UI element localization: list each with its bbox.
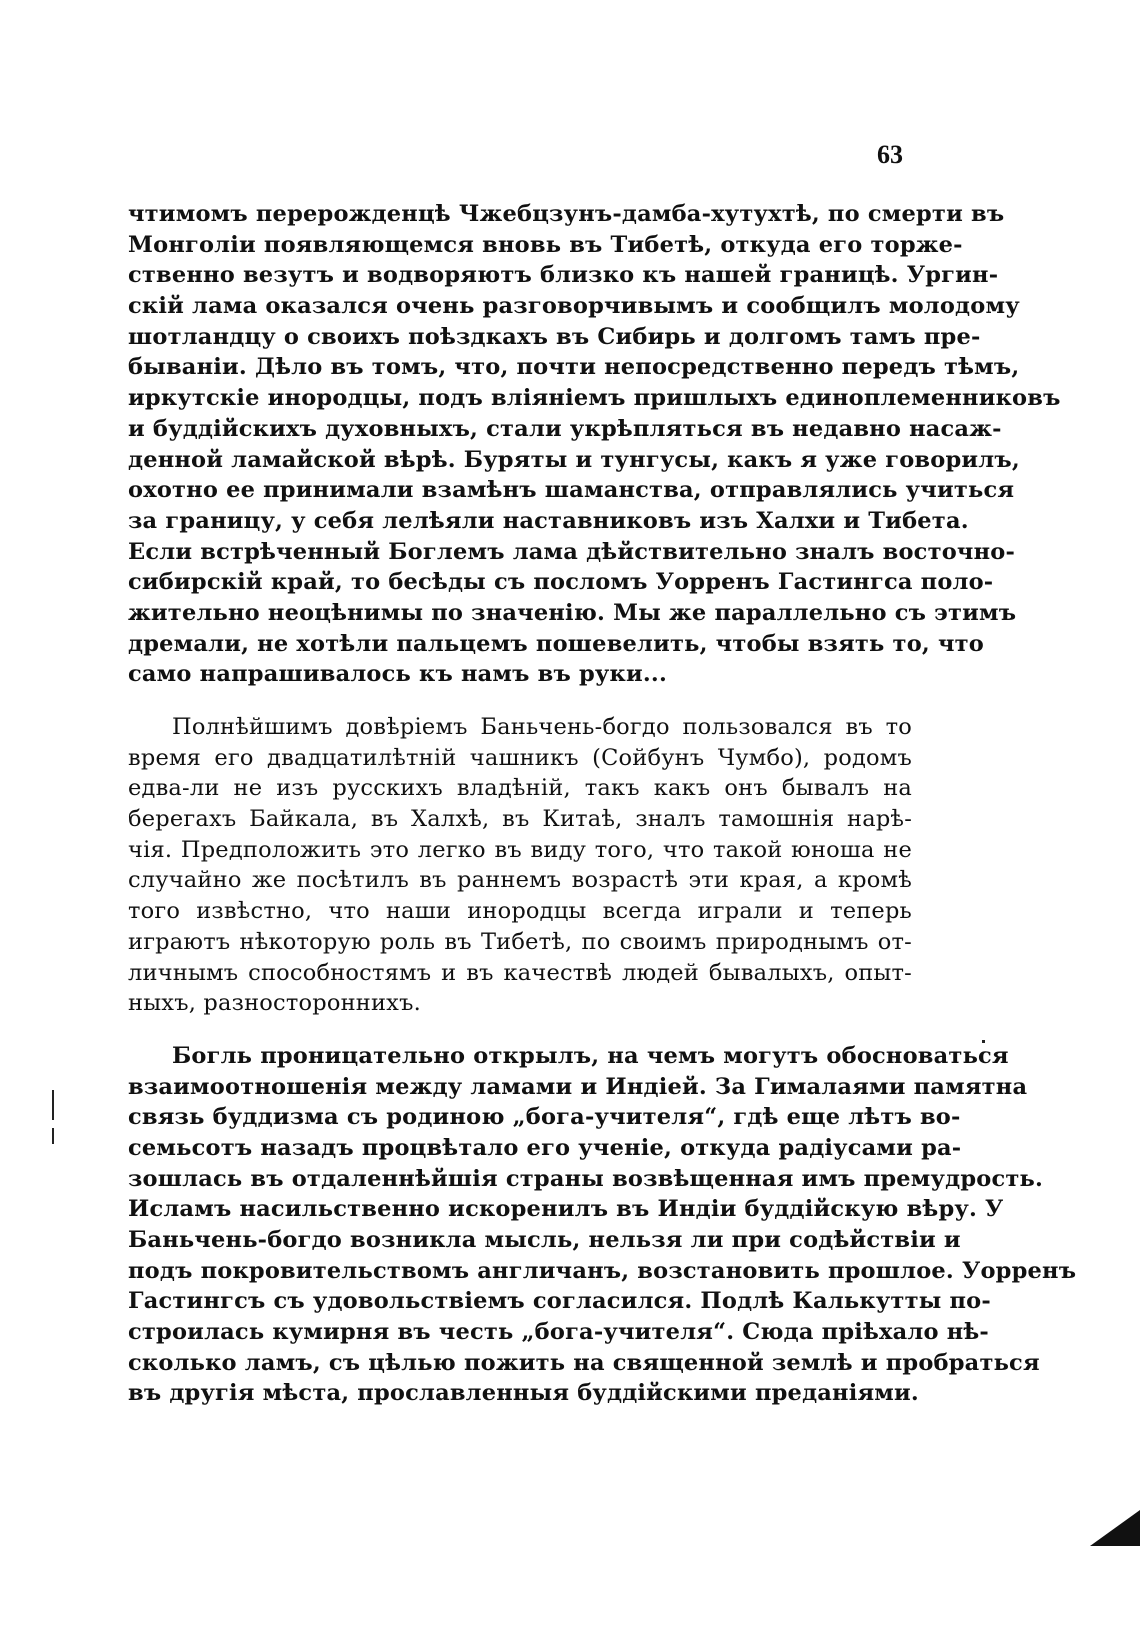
text-line: взаимоотношенія между ламами и Индіей. За Гималаями памятна — [128, 1073, 1028, 1100]
text-line: семьсотъ назадъ процвѣтало его ученіе, откуда радіусами ра- — [128, 1134, 962, 1161]
text-line: быванiи. Дѣло въ томъ, что, почти непосредственно передъ тѣмъ, — [128, 354, 1020, 381]
text-line: шотландцу о своихъ поѣздкахъ въ Сибирь и долгомъ тамъ пре- — [128, 323, 981, 350]
text-line: ныхъ, разностороннихъ. — [128, 990, 421, 1017]
paragraph-gap — [128, 690, 912, 712]
text-line: жительно неоцѣнимы по значенію. Мы же параллельно съ этимъ — [128, 599, 1017, 626]
text-line: Баньчень-богдо возникла мысль, нельзя ли при содѣйствіи и — [128, 1227, 961, 1253]
text-line: строилась кумирня въ честь „бога-учителя“. Сюда пріѣхало нѣ- — [128, 1319, 989, 1346]
paragraph-1 — [128, 199, 1061, 690]
scan-dot — [982, 1040, 985, 1043]
paragraph-gap — [128, 1019, 912, 1041]
text-line: дремали, не хотѣли пальцемъ пошевелить, чтобы взять то, что — [128, 630, 984, 657]
text-line: сибирскій край, то бесѣды съ посломъ Уорренъ Гастингса поло- — [128, 569, 994, 596]
text-line: денной ламайской вѣрѣ. Буряты и тунгусы, какъ я уже говорилъ, — [128, 446, 1020, 473]
text-line: время его двадцатилѣтній чашникъ (Сойбунъ Чумбо), родомъ — [128, 744, 912, 771]
text-line: играютъ нѣкоторую роль въ Тибетѣ, по своимъ природнымъ от- — [128, 928, 912, 955]
paragraph-2 — [128, 712, 912, 1019]
text-line: того извѣстно, что наши инородцы всегда играли и теперь — [128, 898, 912, 925]
text-line: охотно ее принимали взамѣнъ шаманства, отправлялись учиться — [128, 477, 1015, 504]
text-line: Монголіи появляющемся вновь въ Тибетѣ, откуда его торже- — [128, 231, 963, 258]
text-line: и буддійскихъ духовныхъ, стали укрѣпляться въ недавно насаж- — [128, 415, 1002, 442]
text-line: подъ покровительствомъ англичанъ, возстановить прошлое. Уорренъ — [128, 1257, 1077, 1284]
text-line: связь буддизма съ родиною „бога-учителя“, гдѣ еще лѣтъ во- — [128, 1104, 961, 1131]
text-line: сколько ламъ, съ цѣлью пожить на священной землѣ и пробраться — [128, 1349, 1040, 1376]
page-number: 63 — [877, 140, 903, 169]
text-line: едва-ли не изъ русскихъ владѣній, такъ какъ онъ бывалъ на — [128, 775, 912, 802]
scan-mark — [52, 1090, 54, 1120]
body-text — [128, 199, 1077, 1409]
text-line: случайно же посѣтилъ въ раннемъ возрастѣ эти края, а кромѣ — [128, 867, 912, 894]
text-line: за границу, у себя лелѣяли наставниковъ изъ Халхи и Тибета. — [128, 507, 969, 534]
text-line: личнымъ способностямъ и въ качествѣ людей бывалыхъ, опыт- — [128, 959, 912, 986]
page-edge-blot — [1090, 1510, 1140, 1546]
text-line: скій лама оказался очень разговорчивымъ и сообщилъ молодому — [128, 293, 1020, 320]
text-line: Гастингсъ съ удовольствіемъ согласился. Подлѣ Калькутты по- — [128, 1288, 991, 1315]
text-line: чтимомъ перерожденцѣ Чжебцзунъ-дамба-хутухтѣ, по смерти въ — [128, 201, 1005, 227]
text-line: ственно везутъ и водворяютъ близко къ нашей границѣ. Ургин- — [128, 262, 999, 289]
text-line: Если встрѣченный Боглемъ лама дѣйствительно зналъ восточно- — [128, 538, 1016, 565]
text-line: Богль проницательно открылъ, на чемъ могутъ обосноваться — [172, 1042, 1009, 1069]
text-line: иркутскіе инородцы, подъ вліяніемъ пришлыхъ единоплеменниковъ — [128, 385, 1061, 412]
text-line: зошлась въ отдаленнѣйшія страны возвѣщенная имъ премудрость. — [128, 1165, 1044, 1192]
scan-mark — [52, 1128, 54, 1144]
text-line: Исламъ насильственно искоренилъ въ Индіи буддійскую вѣру. У — [128, 1196, 1004, 1223]
text-line: берегахъ Байкала, въ Халхѣ, въ Китаѣ, зналъ тамошнія нарѣ- — [128, 806, 912, 833]
paragraph-3 — [128, 1041, 1077, 1409]
text-line: Полнѣйшимъ довѣріемъ Баньчень-богдо пользовался въ то — [172, 714, 912, 740]
text-line: чія. Предположить это легко въ виду того, что такой юноша не — [128, 836, 912, 863]
text-line: само напрашивалось къ намъ въ руки... — [128, 661, 667, 688]
text-line: въ другія мѣста, прославленныя буддійскими преданіями. — [128, 1380, 919, 1407]
